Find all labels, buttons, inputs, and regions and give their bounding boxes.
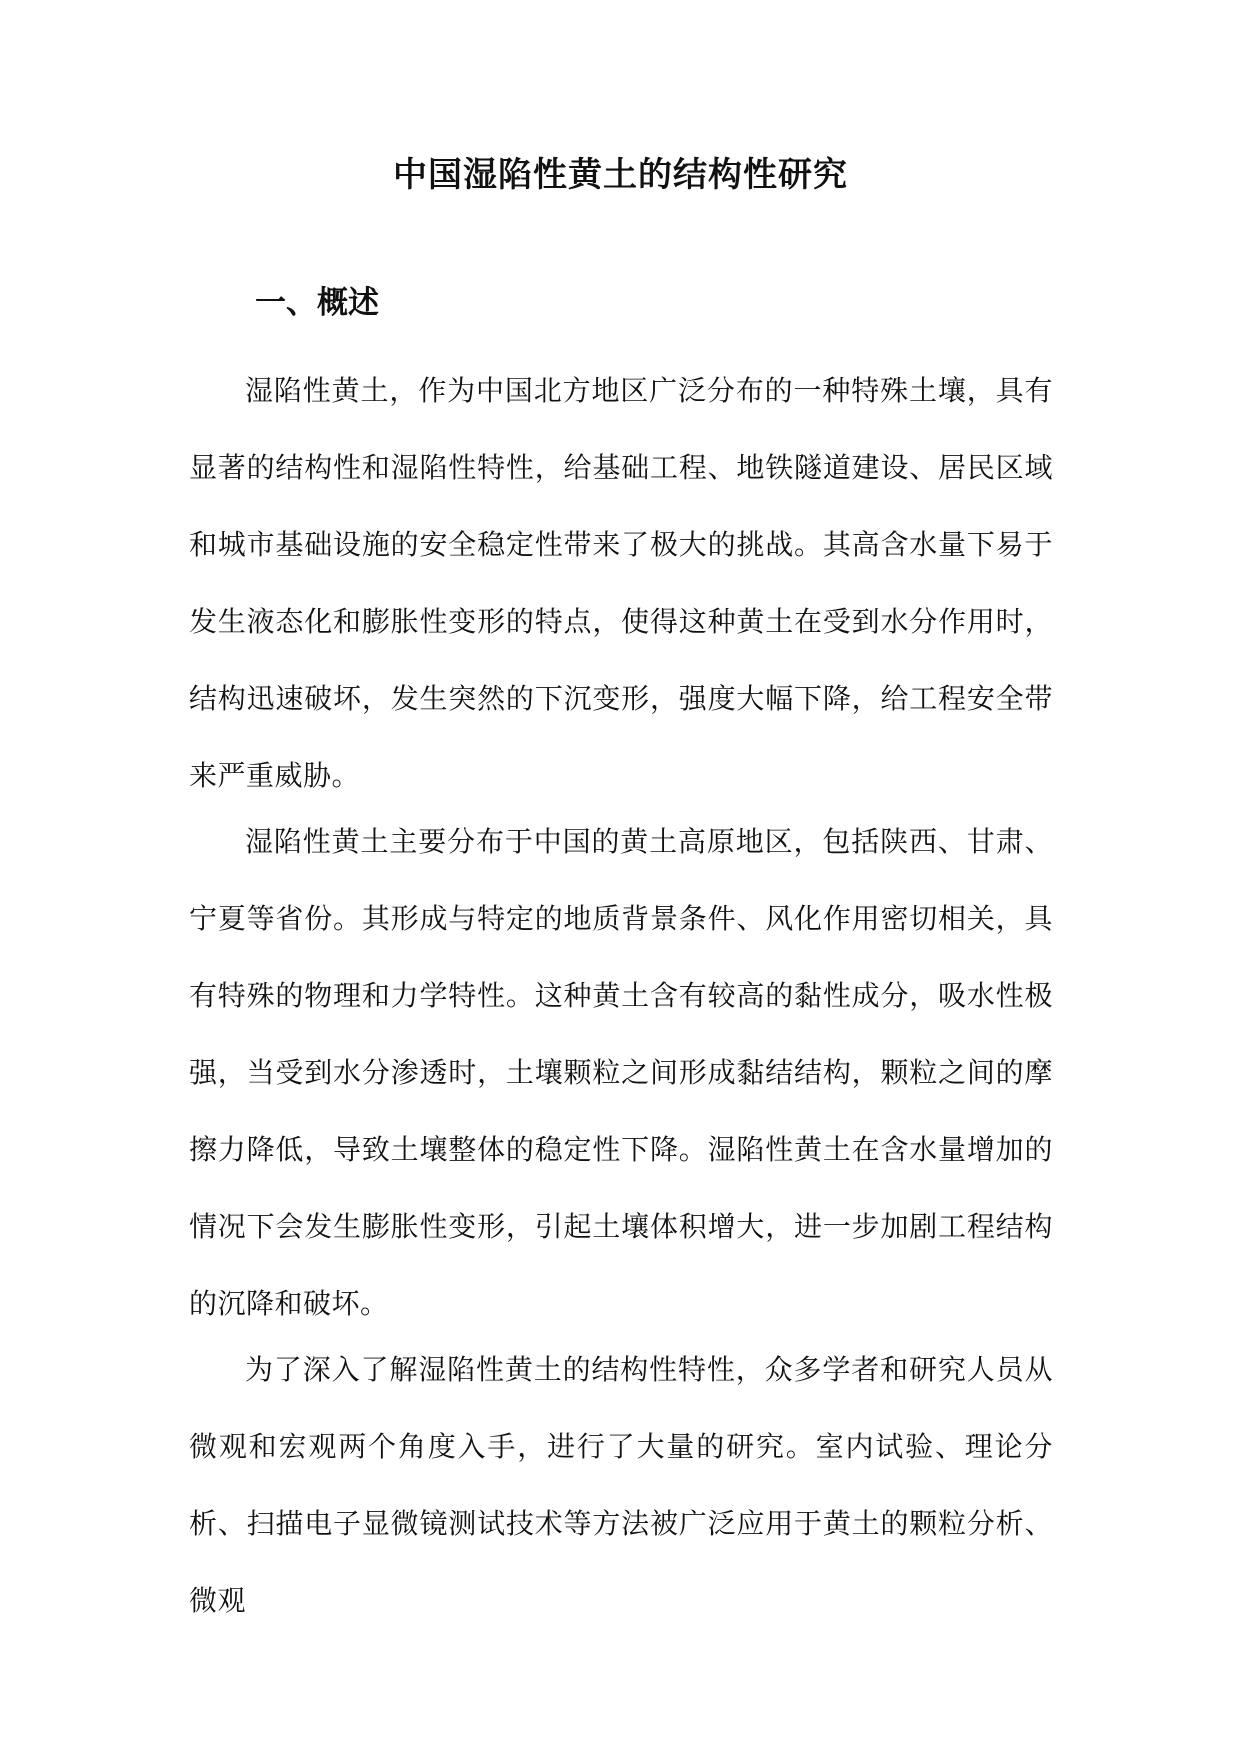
document-title: 中国湿陷性黄土的结构性研究 (393, 155, 848, 195)
paragraph-3: 为了深入了解湿陷性黄土的结构性特性，众多学者和研究人员从微观和宏观两个角度入手，进行了大量的研究。室内试验、理论分析、扫描电子显微镜测试技术等方法被广泛应用于黄土的颗粒分析、微观 (189, 1353, 1053, 1617)
section-heading-overview: 一、概述 (255, 285, 379, 321)
paragraph-2: 湿陷性黄土主要分布于中国的黄土高原地区，包括陕西、甘肃、宁夏等省份。其形成与特定的地质背景条件、风化作用密切相关，具有特殊的物理和力学特性。这种黄土含有较高的黏性成分，吸水性极强，当受到水分渗透时，土壤颗粒之间形成黏结结构，颗粒之间的摩擦力降低，导致土壤整体的稳定性下降。湿陷性黄土在含水量增加的情况下会发生膨胀性变形，引起土壤体积增大，进一步加剧工程结构的沉降和破坏。 (189, 825, 1053, 1320)
paragraph-1: 湿陷性黄土，作为中国北方地区广泛分布的一种特殊土壤，具有显著的结构性和湿陷性特性，给基础工程、地铁隧道建设、居民区域和城市基础设施的安全稳定性带来了极大的挑战。其高含水量下易于发生液态化和膨胀性变形的特点，使得这种黄土在受到水分作用时，结构迅速破坏，发生突然的下沉变形，强度大幅下降，给工程安全带来严重威胁。 (189, 374, 1053, 792)
